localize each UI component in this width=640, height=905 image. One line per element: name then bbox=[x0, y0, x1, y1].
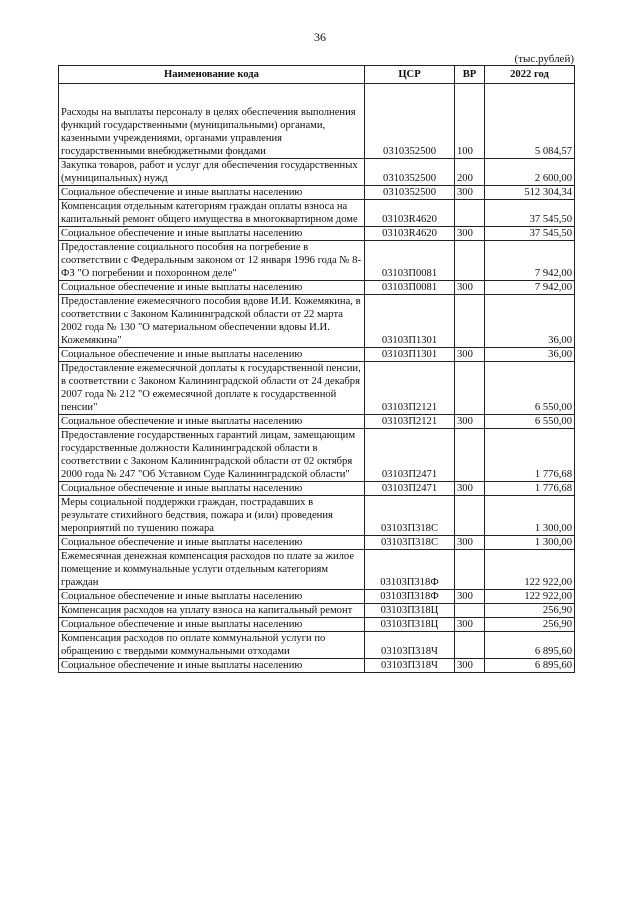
cell-vr: 100 bbox=[455, 84, 485, 159]
cell-csr: 03103П318С bbox=[365, 536, 455, 550]
cell-csr: 03103П318Ч bbox=[365, 659, 455, 673]
table-row bbox=[59, 536, 575, 550]
cell-vr bbox=[455, 200, 485, 227]
cell-amount: 122 922,00 bbox=[485, 550, 575, 590]
cell-csr: 03103П318Ф bbox=[365, 590, 455, 604]
cell-csr: 03103П0081 bbox=[365, 281, 455, 295]
cell-csr: 03103П318Ц bbox=[365, 618, 455, 632]
cell-vr bbox=[455, 241, 485, 281]
cell-name: Закупка товаров, работ и услуг для обеспечения государственных (муниципальных) нужд bbox=[59, 159, 365, 186]
cell-name: Предоставление государственных гарантий лицам, замещающим государственные должности Калининградской области в соответствии с Законом Калининградской области от 02 октября 2000 года № 247 "Об Уставном Суде Калининградской области" bbox=[59, 429, 365, 482]
table-row bbox=[59, 186, 575, 200]
table-row bbox=[59, 659, 575, 673]
cell-name: Компенсация расходов по оплате коммунальной услуги по обращению с твердыми коммунальными отходами bbox=[59, 632, 365, 659]
cell-amount: 256,90 bbox=[485, 604, 575, 618]
cell-name: Социальное обеспечение и иные выплаты населению bbox=[59, 536, 365, 550]
cell-name: Расходы на выплаты персоналу в целях обеспечения выполнения функций государственными (муниципальными) органами, казенными учреждениями, органами управления государственными внебюджетными фондами bbox=[59, 84, 365, 159]
table-row bbox=[59, 241, 575, 281]
cell-name: Ежемесячная денежная компенсация расходов по плате за жилое помещение и коммунальные услуги отдельным категориям граждан bbox=[59, 550, 365, 590]
cell-vr: 300 bbox=[455, 659, 485, 673]
cell-csr: 03103П318С bbox=[365, 496, 455, 536]
table-row bbox=[59, 429, 575, 482]
cell-csr: 03103П2471 bbox=[365, 482, 455, 496]
cell-vr bbox=[455, 295, 485, 348]
cell-vr bbox=[455, 496, 485, 536]
cell-vr bbox=[455, 632, 485, 659]
cell-csr: 03103П0081 bbox=[365, 241, 455, 281]
cell-csr: 03103П318Ч bbox=[365, 632, 455, 659]
table-row bbox=[59, 550, 575, 590]
cell-vr bbox=[455, 429, 485, 482]
cell-csr: 03103П2121 bbox=[365, 362, 455, 415]
cell-name: Социальное обеспечение и иные выплаты населению bbox=[59, 227, 365, 241]
cell-name: Социальное обеспечение и иные выплаты населению bbox=[59, 415, 365, 429]
cell-csr: 03103R4620 bbox=[365, 227, 455, 241]
table-row bbox=[59, 632, 575, 659]
header-csr: ЦСР bbox=[365, 66, 455, 84]
cell-name: Социальное обеспечение и иные выплаты населению bbox=[59, 590, 365, 604]
cell-vr bbox=[455, 604, 485, 618]
table-row bbox=[59, 415, 575, 429]
cell-amount: 37 545,50 bbox=[485, 227, 575, 241]
cell-amount: 1 300,00 bbox=[485, 536, 575, 550]
cell-name: Социальное обеспечение и иные выплаты населению bbox=[59, 482, 365, 496]
cell-name: Социальное обеспечение и иные выплаты населению bbox=[59, 618, 365, 632]
budget-table bbox=[58, 65, 575, 673]
cell-csr: 0310352500 bbox=[365, 84, 455, 159]
table-row bbox=[59, 159, 575, 186]
cell-csr: 03103П1301 bbox=[365, 295, 455, 348]
table-row bbox=[59, 604, 575, 618]
cell-csr: 03103П318Ф bbox=[365, 550, 455, 590]
cell-name: Компенсация отдельным категориям граждан оплаты взноса на капитальный ремонт общего имущества в многоквартирном доме bbox=[59, 200, 365, 227]
table-header-row bbox=[59, 66, 575, 84]
cell-csr: 0310352500 bbox=[365, 159, 455, 186]
cell-amount: 122 922,00 bbox=[485, 590, 575, 604]
cell-amount: 6 550,00 bbox=[485, 415, 575, 429]
cell-amount: 512 304,34 bbox=[485, 186, 575, 200]
table-row bbox=[59, 200, 575, 227]
cell-vr: 300 bbox=[455, 227, 485, 241]
cell-vr: 300 bbox=[455, 186, 485, 200]
cell-name: Меры социальной поддержки граждан, пострадавших в результате стихийного бедствия, пожара и (или) проведения мероприятий по тушению пожара bbox=[59, 496, 365, 536]
cell-csr: 03103П1301 bbox=[365, 348, 455, 362]
cell-amount: 256,90 bbox=[485, 618, 575, 632]
cell-csr: 03103П318Ц bbox=[365, 604, 455, 618]
cell-name: Предоставление ежемесячной доплаты к государственной пенсии, в соответствии с Законом Калининградской области от 24 декабря 2007 года № 212 "О ежемесячной доплате к государственной пенсии" bbox=[59, 362, 365, 415]
cell-amount: 6 550,00 bbox=[485, 362, 575, 415]
cell-vr: 300 bbox=[455, 482, 485, 496]
table-row bbox=[59, 618, 575, 632]
page-number: 36 bbox=[314, 30, 326, 44]
cell-name: Компенсация расходов на уплату взноса на капитальный ремонт bbox=[59, 604, 365, 618]
cell-name: Социальное обеспечение и иные выплаты населению bbox=[59, 281, 365, 295]
cell-name: Социальное обеспечение и иные выплаты населению bbox=[59, 348, 365, 362]
table-row bbox=[59, 482, 575, 496]
table-row bbox=[59, 590, 575, 604]
table-row bbox=[59, 348, 575, 362]
table-row bbox=[59, 84, 575, 159]
cell-name: Социальное обеспечение и иные выплаты населению bbox=[59, 186, 365, 200]
units-label: (тыс.рублей) bbox=[514, 53, 574, 65]
cell-name: Предоставление ежемесячного пособия вдове И.И. Кожемякина, в соответствии с Законом Калининградской области от 22 марта 2002 года № 130 "О материальном обеспечении вдовы И.И. Кожемякина" bbox=[59, 295, 365, 348]
cell-amount: 2 600,00 bbox=[485, 159, 575, 186]
cell-csr: 03103П2471 bbox=[365, 429, 455, 482]
cell-csr: 0310352500 bbox=[365, 186, 455, 200]
cell-amount: 1 776,68 bbox=[485, 429, 575, 482]
cell-vr: 300 bbox=[455, 590, 485, 604]
header-vr: ВР bbox=[455, 66, 485, 84]
cell-vr bbox=[455, 550, 485, 590]
cell-csr: 03103R4620 bbox=[365, 200, 455, 227]
cell-amount: 7 942,00 bbox=[485, 241, 575, 281]
table-row bbox=[59, 496, 575, 536]
cell-amount: 6 895,60 bbox=[485, 632, 575, 659]
cell-amount: 6 895,60 bbox=[485, 659, 575, 673]
cell-amount: 1 300,00 bbox=[485, 496, 575, 536]
cell-amount: 1 776,68 bbox=[485, 482, 575, 496]
cell-vr: 300 bbox=[455, 618, 485, 632]
cell-vr: 300 bbox=[455, 348, 485, 362]
header-name: Наименование кода bbox=[59, 66, 365, 84]
cell-amount: 36,00 bbox=[485, 295, 575, 348]
header-year: 2022 год bbox=[485, 66, 575, 84]
cell-amount: 7 942,00 bbox=[485, 281, 575, 295]
table-row bbox=[59, 295, 575, 348]
cell-vr bbox=[455, 362, 485, 415]
cell-name: Предоставление социального пособия на погребение в соответствии с Федеральным законом от 12 января 1996 года № 8-ФЗ "О погребении и похоронном деле" bbox=[59, 241, 365, 281]
cell-csr: 03103П2121 bbox=[365, 415, 455, 429]
cell-vr: 300 bbox=[455, 536, 485, 550]
table-body bbox=[59, 84, 575, 673]
cell-amount: 37 545,50 bbox=[485, 200, 575, 227]
table-row bbox=[59, 362, 575, 415]
cell-name: Социальное обеспечение и иные выплаты населению bbox=[59, 659, 365, 673]
table-row bbox=[59, 227, 575, 241]
table-row bbox=[59, 281, 575, 295]
cell-vr: 300 bbox=[455, 415, 485, 429]
cell-vr: 300 bbox=[455, 281, 485, 295]
cell-amount: 5 084,57 bbox=[485, 84, 575, 159]
cell-amount: 36,00 bbox=[485, 348, 575, 362]
cell-vr: 200 bbox=[455, 159, 485, 186]
